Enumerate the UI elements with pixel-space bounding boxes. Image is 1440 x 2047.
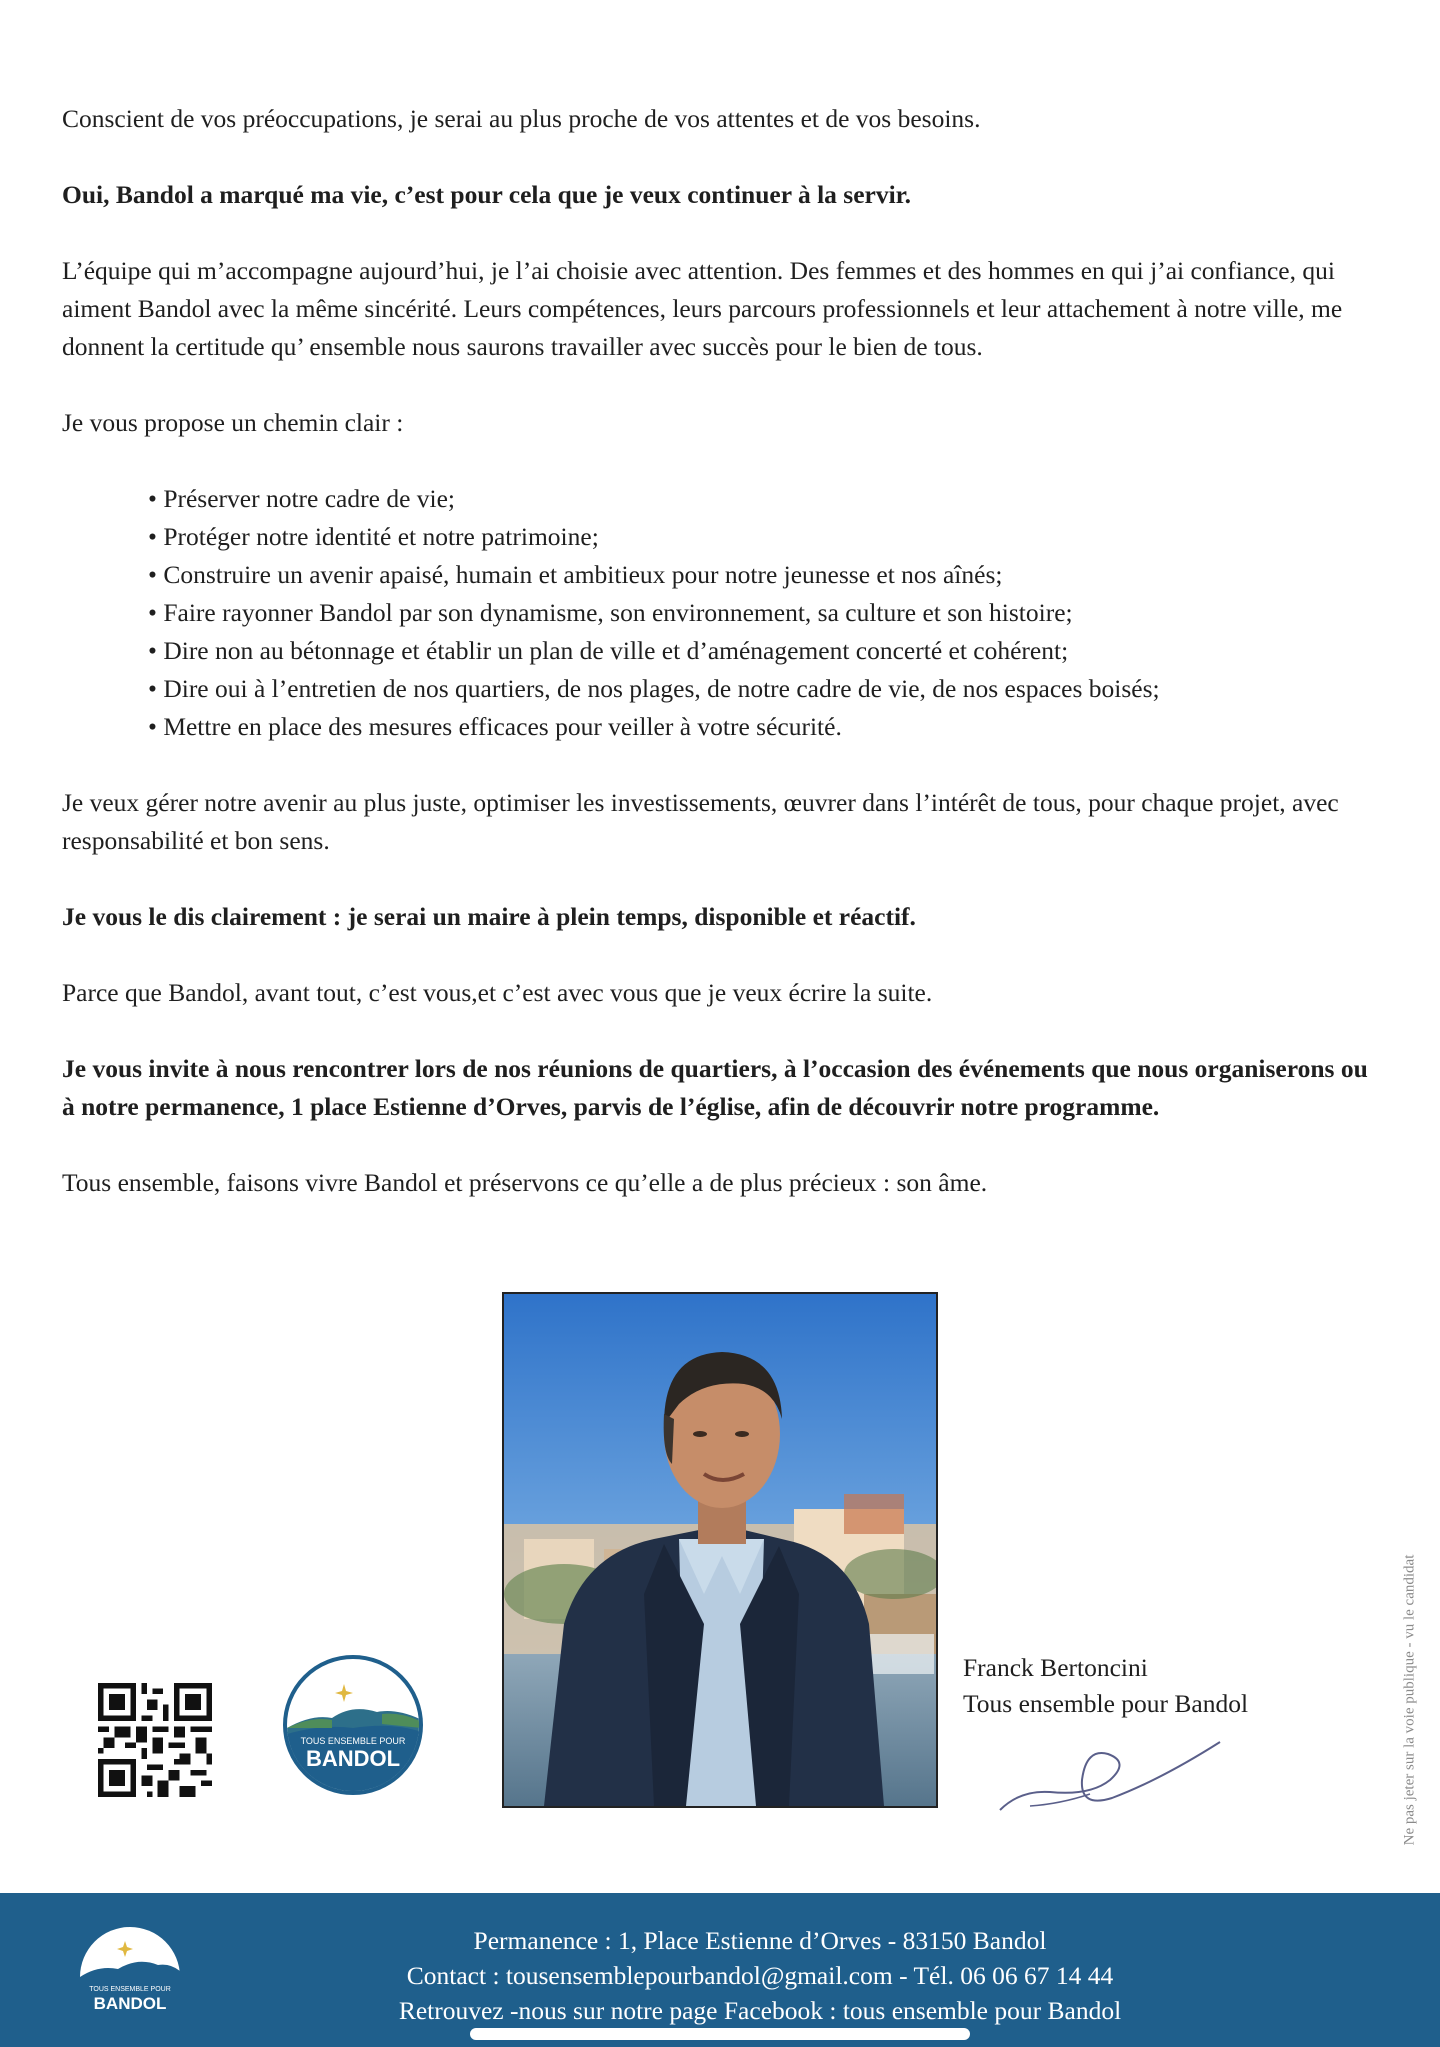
portrait-illustration (504, 1294, 936, 1806)
candidate-photo (502, 1292, 938, 1808)
logo-line1: TOUS ENSEMBLE POUR (300, 1736, 406, 1746)
paragraph-path-intro: Je vous propose un chemin clair : (62, 408, 404, 437)
footer-contact (0, 1923, 1440, 2028)
qr-code[interactable] (98, 1683, 212, 1802)
letter-body (62, 100, 1382, 1202)
footer-address: Permanence : 1, Place Estienne d’Orves - 83150 Bandol (473, 1926, 1047, 1955)
signature-icon (990, 1720, 1230, 1820)
paragraph-concerns: Conscient de vos préoccupations, je serai au plus proche de vos attentes et de vos besoins. (62, 104, 981, 133)
candidate-group: Tous ensemble pour Bandol (963, 1689, 1249, 1718)
legal-note (1400, 1525, 1420, 1875)
home-indicator[interactable] (470, 2028, 970, 2040)
program-list (62, 480, 1382, 746)
bandol-logo-icon (282, 1654, 424, 1796)
footer-logo-line1: TOUS ENSEMBLE POUR (89, 1986, 171, 1993)
paragraph-closing: Tous ensemble, faisons vivre Bandol et préservons ce qu’elle a de plus précieux : son âme. (62, 1168, 988, 1197)
signature-block (963, 1650, 1248, 1722)
footer-banner (0, 1893, 1440, 2047)
logo-line2: BANDOL (305, 1746, 401, 1771)
list-item: • Construire un avenir apaisé, humain et ambitieux pour notre jeunesse et nos aînés; (148, 556, 1382, 594)
footer-facebook-line[interactable]: Retrouvez -nous sur notre page Facebook : tous ensemble pour Bandol (398, 1996, 1122, 2025)
paragraph-full-time-mayor: Je vous le dis clairement : je serai un maire à plein temps, disponible et réactif. (62, 902, 916, 931)
list-item: • Dire oui à l’entretien de nos quartiers, de nos plages, de notre cadre de vie, de nos espaces boisés; (148, 670, 1382, 708)
list-item: • Faire rayonner Bandol par son dynamisme, son environnement, sa culture et son histoire; (148, 594, 1382, 632)
paragraph-with-you: Parce que Bandol, avant tout, c’est vous,et c’est avec vous que je veux écrire la suite. (62, 978, 933, 1007)
footer-logo-line2: BANDOL (93, 1994, 167, 2013)
paragraph-team: L’équipe qui m’accompagne aujourd’hui, je l’ai choisie avec attention. Des femmes et des hommes en qui j’ai confiance, qui aiment Bandol avec la même sincérité. Leurs compétences, leurs parcours professionnels et leur attachement à notre ville, me donnent la certitude qu’ ensemble nous saurons travailler avec succès pour le bien de tous. (62, 256, 1343, 361)
party-logo (282, 1654, 424, 1801)
list-item: • Protéger notre identité et notre patrimoine; (148, 518, 1382, 556)
paragraph-invitation: Je vous invite à nous rencontrer lors de nos réunions de quartiers, à l’occasion des événements que nous organiserons ou à notre permanence, 1 place Estienne d’Orves, parvis de l’église, afin de découvrir notre programme. (62, 1054, 1368, 1121)
handwritten-signature (990, 1720, 1230, 1825)
footer-contact-line[interactable]: Contact : tousensemblepourbandol@gmail.com - Tél. 06 06 67 14 44 (406, 1961, 1114, 1990)
paragraph-management: Je veux gérer notre avenir au plus juste, optimiser les investissements, œuvrer dans l’intérêt de tous, pour chaque projet, avec responsabilité et bon sens. (62, 788, 1339, 855)
legal-note-text: Ne pas jeter sur la voie publique - vu le candidat (1401, 1554, 1418, 1846)
qr-code-icon (98, 1683, 212, 1797)
list-item: • Mettre en place des mesures efficaces pour veiller à votre sécurité. (148, 708, 1382, 746)
candidate-name: Franck Bertoncini (963, 1653, 1148, 1682)
list-item: • Préserver notre cadre de vie; (148, 480, 1382, 518)
paragraph-bandol-life: Oui, Bandol a marqué ma vie, c’est pour cela que je veux continuer à la servir. (62, 180, 912, 209)
list-item: • Dire non au bétonnage et établir un plan de ville et d’aménagement concerté et cohérent; (148, 632, 1382, 670)
